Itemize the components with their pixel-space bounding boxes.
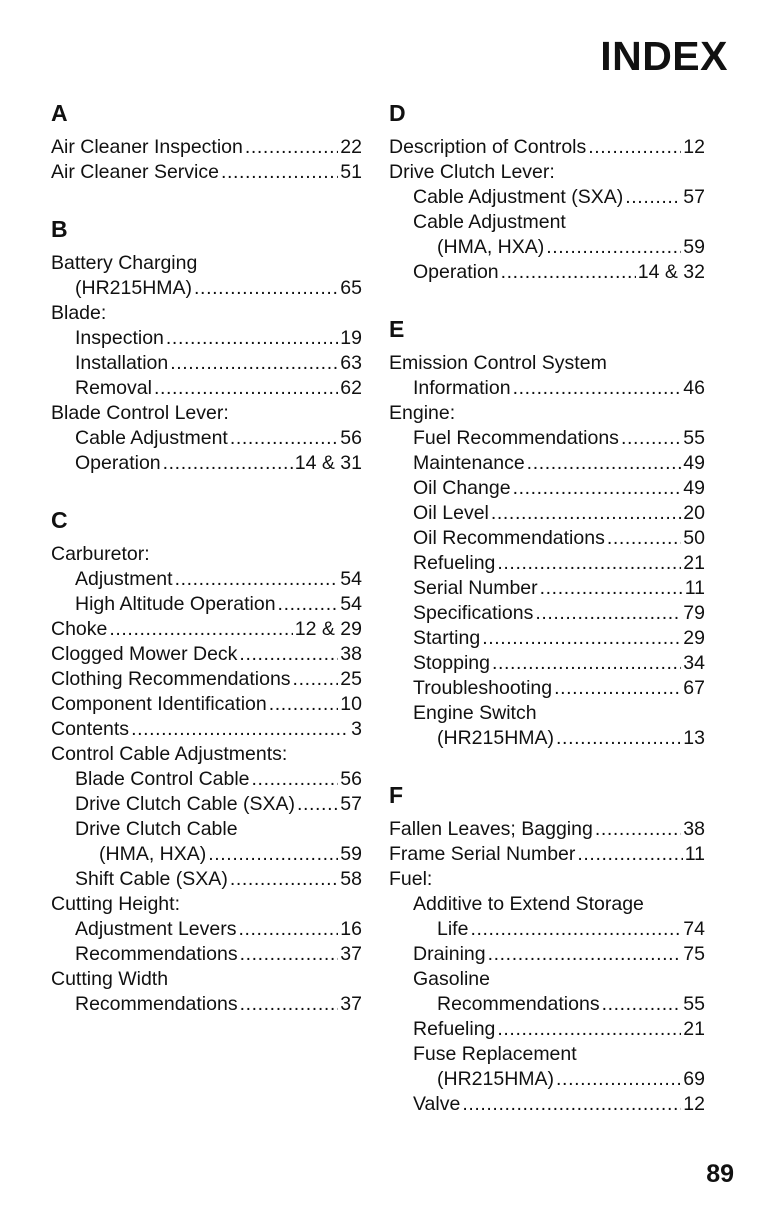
entry-page-number: 57: [340, 793, 362, 815]
index-entry: [389, 676, 705, 701]
entry-label: Cutting Height:: [51, 893, 180, 915]
index-entry: [389, 992, 705, 1017]
entry-page-number: 63: [340, 352, 362, 374]
page-number: 89: [706, 1160, 734, 1188]
dot-leader: [501, 260, 636, 285]
entry-label: Battery Charging: [51, 252, 198, 274]
index-entry: [51, 817, 362, 842]
index-entry: [389, 626, 705, 651]
entry-label: Clogged Mower Deck: [51, 643, 238, 665]
entry-label: Starting: [413, 627, 481, 649]
dot-leader: [488, 942, 682, 967]
entry-page-number: 25: [340, 668, 362, 690]
dot-leader: [240, 992, 339, 1017]
dot-leader: [194, 276, 338, 301]
entry-label: Shift Cable (SXA): [75, 868, 228, 890]
entry-label: Blade Control Lever:: [51, 402, 229, 424]
index-entry: [389, 892, 705, 917]
section-letter: F: [389, 782, 404, 808]
dot-leader: [497, 1017, 681, 1042]
entry-page-number: 55: [683, 427, 705, 449]
entry-page-number: 38: [340, 643, 362, 665]
entry-page-number: 14 & 32: [637, 261, 705, 283]
entry-page-number: 13: [683, 727, 705, 749]
dot-leader: [462, 1092, 681, 1117]
entry-page-number: 50: [683, 527, 705, 549]
dot-leader: [577, 842, 682, 867]
dot-leader: [535, 601, 681, 626]
index-entry: [51, 667, 362, 692]
section-spacer: [389, 751, 705, 781]
entry-page-number: 46: [683, 377, 705, 399]
entry-page-number: 56: [340, 427, 362, 449]
index-entry: [51, 867, 362, 892]
entry-label: Oil Change: [413, 477, 511, 499]
entry-label: Information: [413, 377, 511, 399]
dot-leader: [482, 626, 681, 651]
entry-page-number: 58: [340, 868, 362, 890]
index-entry: [51, 917, 362, 942]
entry-label: Emission Control System: [389, 352, 607, 374]
dot-leader: [166, 326, 338, 351]
dot-leader: [513, 376, 682, 401]
entry-label: Cable Adjustment: [413, 211, 566, 233]
index-entry: [51, 592, 362, 617]
dot-leader: [491, 501, 681, 526]
entry-label: Fallen Leaves; Bagging: [389, 818, 593, 840]
entry-page-number: 57: [683, 186, 705, 208]
entry-page-number: 21: [683, 552, 705, 574]
entry-page-number: 54: [340, 568, 362, 590]
index-entry: [389, 917, 705, 942]
entry-page-number: 16: [340, 918, 362, 940]
dot-leader: [269, 692, 339, 717]
index-entry: [389, 1092, 705, 1117]
entry-page-number: 49: [683, 452, 705, 474]
entry-label: Recommendations: [75, 943, 238, 965]
dot-leader: [230, 867, 338, 892]
dot-leader: [239, 642, 338, 667]
dot-leader: [170, 351, 338, 376]
page-title: INDEX: [600, 33, 728, 79]
entry-label: Air Cleaner Service: [51, 161, 219, 183]
index-entry: [51, 451, 362, 476]
index-entry: [51, 617, 362, 642]
entry-page-number: 79: [683, 602, 705, 624]
dot-leader: [208, 842, 338, 867]
dot-leader: [278, 592, 339, 617]
index-entry: [51, 567, 362, 592]
entry-label: Operation: [413, 261, 499, 283]
index-entry: [51, 351, 362, 376]
dot-leader: [497, 551, 681, 576]
entry-page-number: 65: [340, 277, 362, 299]
entry-label: Stopping: [413, 652, 490, 674]
index-entry: [389, 351, 705, 376]
dot-leader: [240, 942, 339, 967]
entry-label: Oil Level: [413, 502, 489, 524]
entry-label: Drive Clutch Cable (SXA): [75, 793, 295, 815]
entry-page-number: 20: [683, 502, 705, 524]
entry-label: Specifications: [413, 602, 534, 624]
section-spacer: [51, 185, 362, 215]
index-entry: [389, 501, 705, 526]
entry-label: Component Identification: [51, 693, 267, 715]
index-entry: [51, 276, 362, 301]
entry-page-number: 37: [340, 943, 362, 965]
entry-label: (HR215HMA): [437, 727, 555, 749]
index-entry: [389, 451, 705, 476]
entry-page-number: 12 & 29: [294, 618, 362, 640]
entry-label: Inspection: [75, 327, 164, 349]
entry-label: Contents: [51, 718, 130, 740]
index-entry: [389, 701, 705, 726]
dot-leader: [546, 235, 681, 260]
entry-page-number: 12: [683, 1093, 705, 1115]
index-entry: [389, 651, 705, 676]
dot-leader: [540, 576, 683, 601]
dot-leader: [607, 526, 681, 551]
index-entry: [51, 742, 362, 767]
index-entry: [51, 767, 362, 792]
index-column-right: [389, 99, 705, 1117]
dot-leader: [293, 667, 339, 692]
entry-page-number: 34: [683, 652, 705, 674]
dot-leader: [245, 135, 338, 160]
dot-leader: [556, 1067, 681, 1092]
entry-label: Fuse Replacement: [413, 1043, 577, 1065]
entry-page-number: 11: [684, 577, 705, 599]
index-entry: [389, 967, 705, 992]
entry-label: Fuel:: [389, 868, 433, 890]
index-entry: [389, 1067, 705, 1092]
entry-page-number: 67: [683, 677, 705, 699]
dot-leader: [131, 717, 349, 742]
entry-label: Carburetor:: [51, 543, 150, 565]
entry-page-number: 55: [683, 993, 705, 1015]
entry-page-number: 62: [340, 377, 362, 399]
index-entry: [51, 717, 362, 742]
entry-page-number: 14 & 31: [294, 452, 362, 474]
entry-page-number: 10: [340, 693, 362, 715]
dot-leader: [154, 376, 338, 401]
entry-label: Blade:: [51, 302, 107, 324]
dot-leader: [621, 426, 681, 451]
index-entry: [51, 967, 362, 992]
index-entry: [51, 892, 362, 917]
entry-page-number: 29: [683, 627, 705, 649]
dot-leader: [470, 917, 681, 942]
dot-leader: [625, 185, 681, 210]
entry-page-number: 49: [683, 477, 705, 499]
dot-leader: [109, 617, 292, 642]
index-entry: [389, 726, 705, 751]
entry-page-number: 37: [340, 993, 362, 1015]
entry-label: Oil Recommendations: [413, 527, 605, 549]
index-entry: [51, 135, 362, 160]
entry-label: Adjustment Levers: [75, 918, 237, 940]
entry-label: Recommendations: [75, 993, 238, 1015]
entry-label: Draining: [413, 943, 486, 965]
index-entry: [389, 942, 705, 967]
entry-label: (HR215HMA): [437, 1068, 555, 1090]
entry-page-number: 56: [340, 768, 362, 790]
entry-page-number: 11: [684, 843, 705, 865]
entry-label: Clothing Recommendations: [51, 668, 291, 690]
index-entry: [389, 260, 705, 285]
index-entry: [51, 251, 362, 276]
section-letter: C: [51, 507, 68, 533]
index-entry: [389, 1017, 705, 1042]
entry-label: Frame Serial Number: [389, 843, 576, 865]
index-entry: [51, 301, 362, 326]
entry-label: Valve: [413, 1093, 461, 1115]
entry-label: Engine Switch: [413, 702, 537, 724]
entry-label: Adjustment: [75, 568, 173, 590]
entry-page-number: 22: [340, 136, 362, 158]
index-entry: [389, 185, 705, 210]
entry-label: Additive to Extend Storage: [413, 893, 644, 915]
dot-leader: [175, 567, 339, 592]
section-spacer: [51, 476, 362, 506]
entry-label: Serial Number: [413, 577, 538, 599]
index-entry: [51, 992, 362, 1017]
entry-page-number: 19: [340, 327, 362, 349]
index-entry: [51, 401, 362, 426]
index-entry: [51, 642, 362, 667]
index-entry: [51, 326, 362, 351]
index-entry: [51, 942, 362, 967]
index-entry: [51, 542, 362, 567]
entry-label: Troubleshooting: [413, 677, 553, 699]
entry-page-number: 51: [340, 161, 362, 183]
index-entry: [389, 817, 705, 842]
index-entry: [51, 692, 362, 717]
entry-page-number: 59: [340, 843, 362, 865]
index-entry: [51, 160, 362, 185]
index-entry: [51, 426, 362, 451]
entry-label: Cable Adjustment: [75, 427, 228, 449]
entry-page-number: 74: [683, 918, 705, 940]
dot-leader: [239, 917, 339, 942]
dot-leader: [230, 426, 338, 451]
index-entry: [389, 1042, 705, 1067]
dot-leader: [163, 451, 293, 476]
index-entry: [389, 551, 705, 576]
entry-label: Maintenance: [413, 452, 525, 474]
entry-page-number: 54: [340, 593, 362, 615]
dot-leader: [492, 651, 681, 676]
dot-leader: [556, 726, 681, 751]
section-letter: A: [51, 100, 68, 126]
entry-label: Air Cleaner Inspection: [51, 136, 243, 158]
section-spacer: [389, 285, 705, 315]
index-entry: [389, 842, 705, 867]
dot-leader: [221, 160, 338, 185]
entry-label: Cable Adjustment (SXA): [413, 186, 624, 208]
entry-page-number: 75: [683, 943, 705, 965]
entry-page-number: 59: [683, 236, 705, 258]
entry-page-number: 38: [683, 818, 705, 840]
entry-label: Cutting Width: [51, 968, 169, 990]
entry-page-number: 3: [351, 718, 362, 740]
index-entry: [389, 160, 705, 185]
entry-label: (HMA, HXA): [437, 236, 545, 258]
entry-label: Control Cable Adjustments:: [51, 743, 288, 765]
section-letter: B: [51, 216, 68, 242]
entry-page-number: 12: [683, 136, 705, 158]
section-letter: E: [389, 316, 405, 342]
entry-label: Fuel Recommendations: [413, 427, 619, 449]
entry-label: Gasoline: [413, 968, 490, 990]
entry-label: (HR215HMA): [75, 277, 193, 299]
entry-label: High Altitude Operation: [75, 593, 276, 615]
entry-page-number: 69: [683, 1068, 705, 1090]
index-column-left: [51, 99, 362, 1017]
entry-label: Refueling: [413, 552, 496, 574]
index-entry: [51, 792, 362, 817]
entry-label: Operation: [75, 452, 161, 474]
entry-label: Refueling: [413, 1018, 496, 1040]
dot-leader: [513, 476, 682, 501]
index-entry: [389, 476, 705, 501]
entry-label: Recommendations: [437, 993, 600, 1015]
entry-page-number: 21: [683, 1018, 705, 1040]
entry-label: (HMA, HXA): [99, 843, 207, 865]
entry-label: Life: [437, 918, 469, 940]
index-entry: [389, 426, 705, 451]
index-entry: [51, 842, 362, 867]
entry-label: Installation: [75, 352, 169, 374]
entry-label: Drive Clutch Cable: [75, 818, 238, 840]
dot-leader: [252, 767, 339, 792]
entry-label: Choke: [51, 618, 108, 640]
dot-leader: [554, 676, 681, 701]
dot-leader: [595, 817, 681, 842]
index-entry: [389, 576, 705, 601]
index-entry: [389, 401, 705, 426]
entry-label: Engine:: [389, 402, 456, 424]
index-entry: [389, 235, 705, 260]
index-entry: [389, 210, 705, 235]
entry-label: Description of Controls: [389, 136, 587, 158]
index-entry: [389, 376, 705, 401]
entry-label: Removal: [75, 377, 152, 399]
index-entry: [389, 601, 705, 626]
entry-label: Drive Clutch Lever:: [389, 161, 555, 183]
index-entry: [51, 376, 362, 401]
dot-leader: [588, 135, 681, 160]
index-entry: [389, 135, 705, 160]
index-entry: [389, 867, 705, 892]
index-entry: [389, 526, 705, 551]
dot-leader: [297, 792, 338, 817]
dot-leader: [527, 451, 682, 476]
dot-leader: [602, 992, 682, 1017]
section-letter: D: [389, 100, 406, 126]
entry-label: Blade Control Cable: [75, 768, 250, 790]
